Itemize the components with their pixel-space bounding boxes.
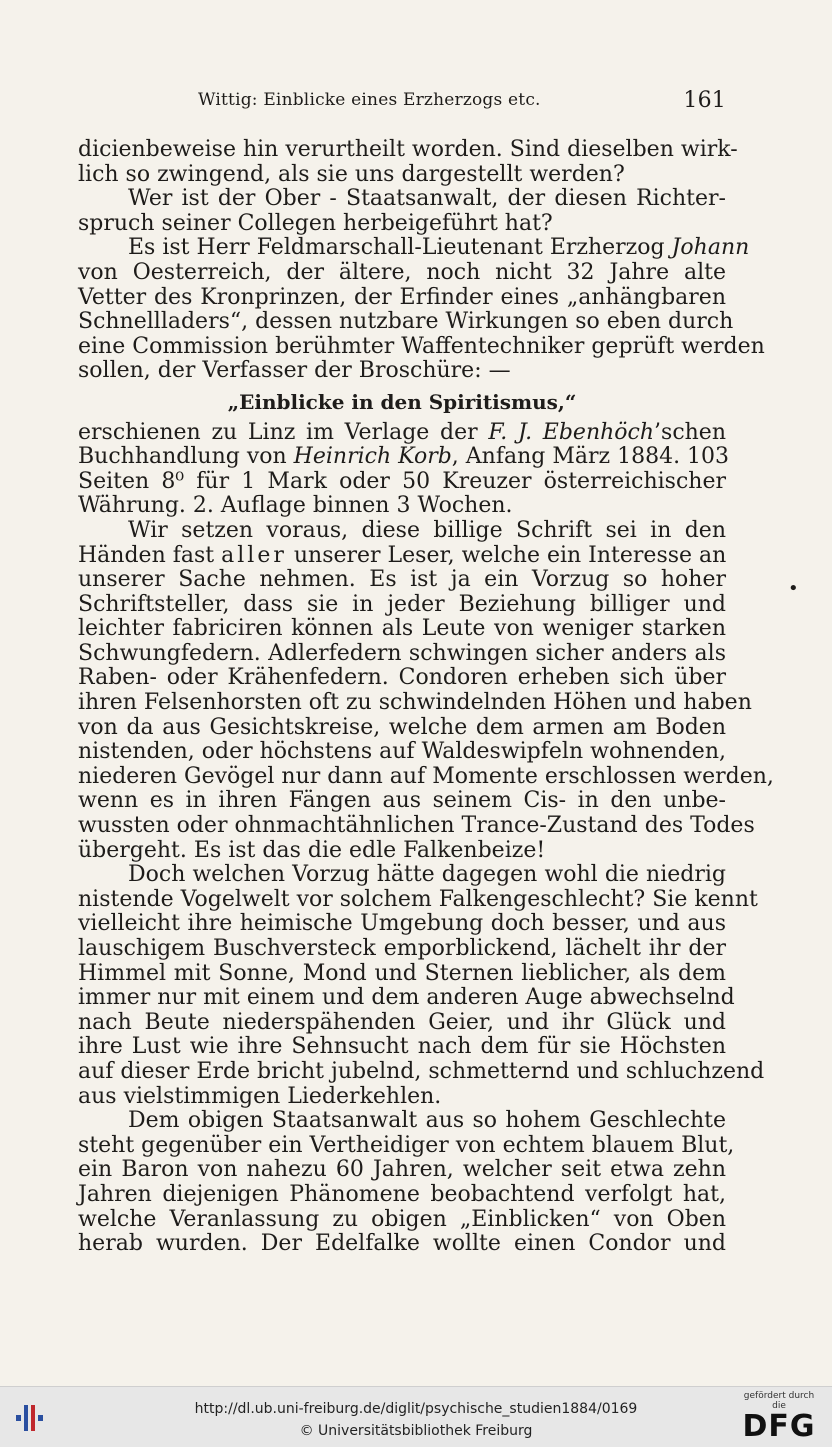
text-line: Wir setzen voraus, diese billige Schrift sei in den xyxy=(128,517,726,543)
text-line: niederen Gevögel nur dann auf Momente erschlossen werden, xyxy=(78,763,774,789)
text-line: Dem obigen Staatsanwalt aus so hohem Geschlechte xyxy=(128,1108,726,1134)
text-line: dicienbeweise hin verurtheilt worden. Sind dieselben wirk- xyxy=(78,137,738,162)
text-span: erschienen zu Linz im Verlage der xyxy=(78,419,478,445)
italic-name: Heinrich Korb xyxy=(293,444,452,470)
spaced-word: aller xyxy=(221,542,287,568)
dfg-caption: gefördert durch die xyxy=(743,1391,815,1411)
text-line: steht gegenüber ein Vertheidiger von echtem blauem Blut, xyxy=(78,1132,735,1158)
viewer-footer xyxy=(0,1386,832,1447)
text-line: unserer Sache nehmen. Es ist ja ein Vorzug so hoher xyxy=(78,567,726,593)
text-line: wenn es in ihren Fängen aus seinem Cis- in den unbe- xyxy=(78,788,726,814)
text-line xyxy=(78,421,726,446)
running-head-title: Wittig: Einblicke eines Erzherzogs etc. xyxy=(198,90,541,110)
section-heading: „Einblicke in den Spiritismus,“ xyxy=(227,389,577,414)
body-text xyxy=(78,137,774,1257)
text-line: nach Beute niederspähenden Geier, und ihr Glück und xyxy=(78,1009,726,1035)
text-line xyxy=(78,444,730,470)
text-line: Vetter des Kronprinzen, der Erfinder eines „anhängbaren xyxy=(78,284,726,310)
text-line: Himmel mit Sonne, Mond und Sternen lieblicher, als dem xyxy=(78,960,726,986)
text-line: von Oesterreich, der ältere, noch nicht 32 Jahre alte xyxy=(78,259,726,285)
text-line: wussten oder ohnmachtähnlichen Trance-Zustand des Todes xyxy=(78,813,755,839)
text-span: Händen fast xyxy=(78,542,215,568)
text-span: Buchhandlung von xyxy=(78,444,287,470)
text-line: vielleicht ihre heimische Umgebung doch besser, und aus xyxy=(78,911,726,937)
text-line: von da aus Gesichtskreise, welche dem armen am Boden xyxy=(78,714,726,740)
text-line: Seiten 8⁰ für 1 Mark oder 50 Kreuzer österreichischer xyxy=(78,468,726,494)
text-line: spruch seiner Collegen herbeigeführt hat? xyxy=(78,210,553,236)
text-line: leichter fabriciren können als Leute von weniger starken xyxy=(78,616,726,642)
text-line: nistende Vogelwelt vor solchem Falkengeschlecht? Sie kennt xyxy=(78,886,758,912)
text-line: Wer ist der Ober - Staatsanwalt, der diesen Richter- xyxy=(128,186,726,212)
copyright-text: © Universitätsbibliothek Freiburg xyxy=(299,1423,533,1439)
italic-name: Johann xyxy=(671,235,750,261)
text-span: ’schen xyxy=(654,419,726,445)
text-line: Jahren diejenigen Phänomene beobachtend verfolgt hat, xyxy=(78,1181,726,1207)
text-span: Es ist Herr Feldmarschall-Lieutenant Erzherzog xyxy=(128,235,665,261)
text-line: lauschigem Buschversteck emporblickend, lächelt ihr der xyxy=(78,936,726,961)
text-line: Schwungfedern. Adlerfedern schwingen sicher anders als xyxy=(78,640,726,666)
text-line: nistenden, oder höchstens auf Waldeswipfeln wohnenden, xyxy=(78,739,726,765)
text-line: Schriftsteller, dass sie in jeder Beziehung billiger und xyxy=(78,591,726,617)
text-line: Schnellladers“, dessen nutzbare Wirkungen so eben durch xyxy=(78,309,734,335)
text-line: Währung. 2. Auflage binnen 3 Wochen. xyxy=(78,493,513,519)
margin-mark: • xyxy=(788,578,799,599)
text-line: welche Veranlassung zu obigen „Einblicken“ von Oben xyxy=(78,1206,726,1232)
italic-name: F. J. Ebenhöch xyxy=(488,419,655,445)
text-line: auf dieser Erde bricht jubelnd, schmetternd und schluchzend xyxy=(78,1058,765,1084)
text-line: ihre Lust wie ihre Sehnsucht nach dem für sie Höchsten xyxy=(78,1034,726,1060)
text-line: ein Baron von nahezu 60 Jahren, welcher seit etwa zehn xyxy=(78,1157,726,1183)
text-line: immer nur mit einem und dem anderen Auge abwechselnd xyxy=(78,985,735,1011)
document-url-link[interactable]: http://dl.ub.uni-freiburg.de/diglit/psychische_studien1884/0169 xyxy=(194,1401,638,1417)
text-line: herab wurden. Der Edelfalke wollte einen Condor und xyxy=(78,1231,726,1257)
text-line xyxy=(78,544,726,569)
text-line: eine Commission berühmter Waffentechniker geprüft werden xyxy=(78,333,765,359)
text-line: Raben- oder Krähenfedern. Condoren erheben sich über xyxy=(78,665,726,691)
page-number: 161 xyxy=(683,88,726,113)
text-line: sollen, der Verfasser der Broschüre: — xyxy=(78,358,511,384)
text-line: Doch welchen Vorzug hätte dagegen wohl die niedrig xyxy=(128,862,726,888)
text-line: ihren Felsenhorsten oft zu schwindelnden Höhen und haben xyxy=(78,690,752,716)
text-line: aus vielstimmigen Liederkehlen. xyxy=(78,1083,442,1109)
dfg-logo-text: DFG xyxy=(742,1409,816,1444)
text-span: , Anfang März 1884. 103 xyxy=(451,444,730,470)
text-line: übergeht. Es ist das die edle Falkenbeize! xyxy=(78,837,546,863)
text-line: lich so zwingend, als sie uns dargestellt werden? xyxy=(78,161,625,187)
dfg-logo xyxy=(736,1391,822,1443)
text-span: unserer Leser, welche ein Interesse an xyxy=(293,542,727,568)
text-line xyxy=(78,235,750,261)
